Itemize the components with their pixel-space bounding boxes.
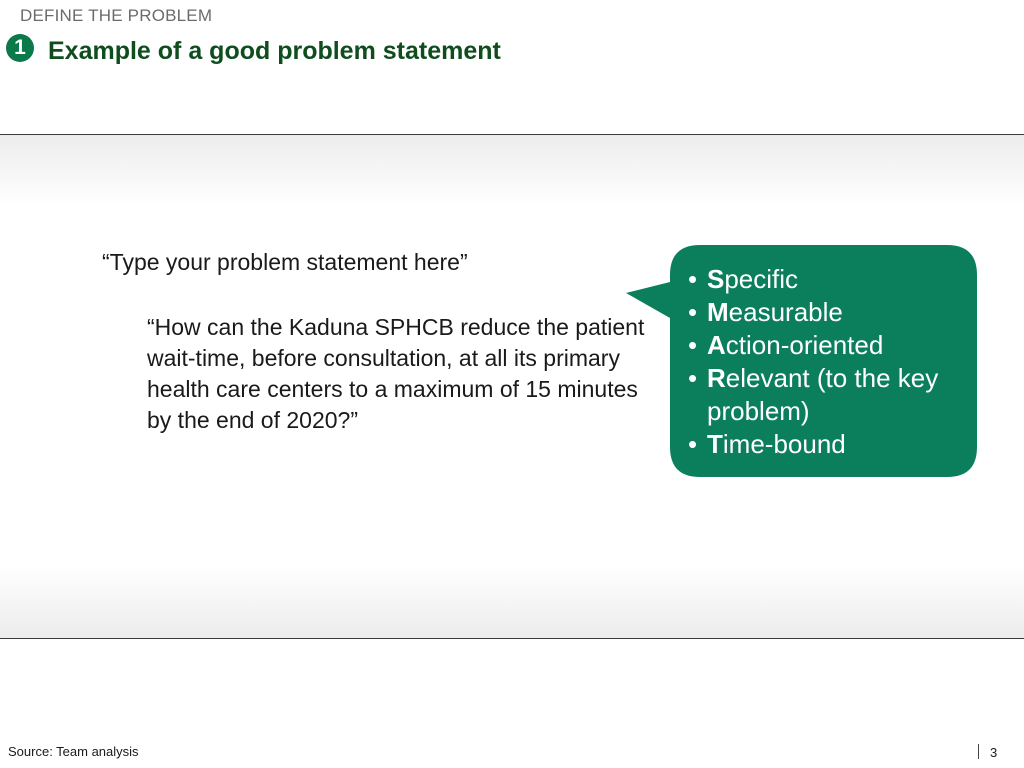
- smart-item-action-oriented: [688, 329, 978, 362]
- smart-rest: ction-oriented: [725, 330, 884, 360]
- page-title: Example of a good problem statement: [48, 37, 501, 65]
- problem-statement-prompt: “Type your problem statement here”: [102, 249, 468, 275]
- smart-item-time-bound: [688, 428, 978, 461]
- smart-item-measurable: [688, 296, 978, 329]
- example-problem-statement: “How can the Kaduna SPHCB reduce the patient wait-time, before consultation, at all its primary health care centers to a maximum of 15 minutes by the end of 2020?”: [147, 314, 645, 433]
- smart-item-specific: [688, 263, 978, 296]
- smart-initial: T: [707, 429, 723, 459]
- smart-rest: easurable: [728, 297, 843, 327]
- smart-initial: S: [707, 264, 725, 294]
- smart-criteria-list: [688, 263, 978, 461]
- smart-initial: R: [707, 363, 726, 393]
- section-label: DEFINE THE PROBLEM: [20, 6, 213, 25]
- bottom-divider: [0, 638, 1024, 639]
- smart-rest: pecific: [724, 264, 799, 294]
- smart-rest: elevant (to the key problem): [707, 363, 939, 426]
- smart-initial: A: [707, 330, 726, 360]
- source-note: Source: Team analysis: [8, 744, 139, 759]
- smart-item-relevant: [688, 362, 978, 428]
- step-number-badge: 1: [6, 34, 34, 62]
- page-separator: [978, 744, 979, 759]
- page-number: 3: [990, 745, 998, 760]
- smart-rest: ime-bound: [722, 429, 846, 459]
- smart-initial: M: [707, 297, 729, 327]
